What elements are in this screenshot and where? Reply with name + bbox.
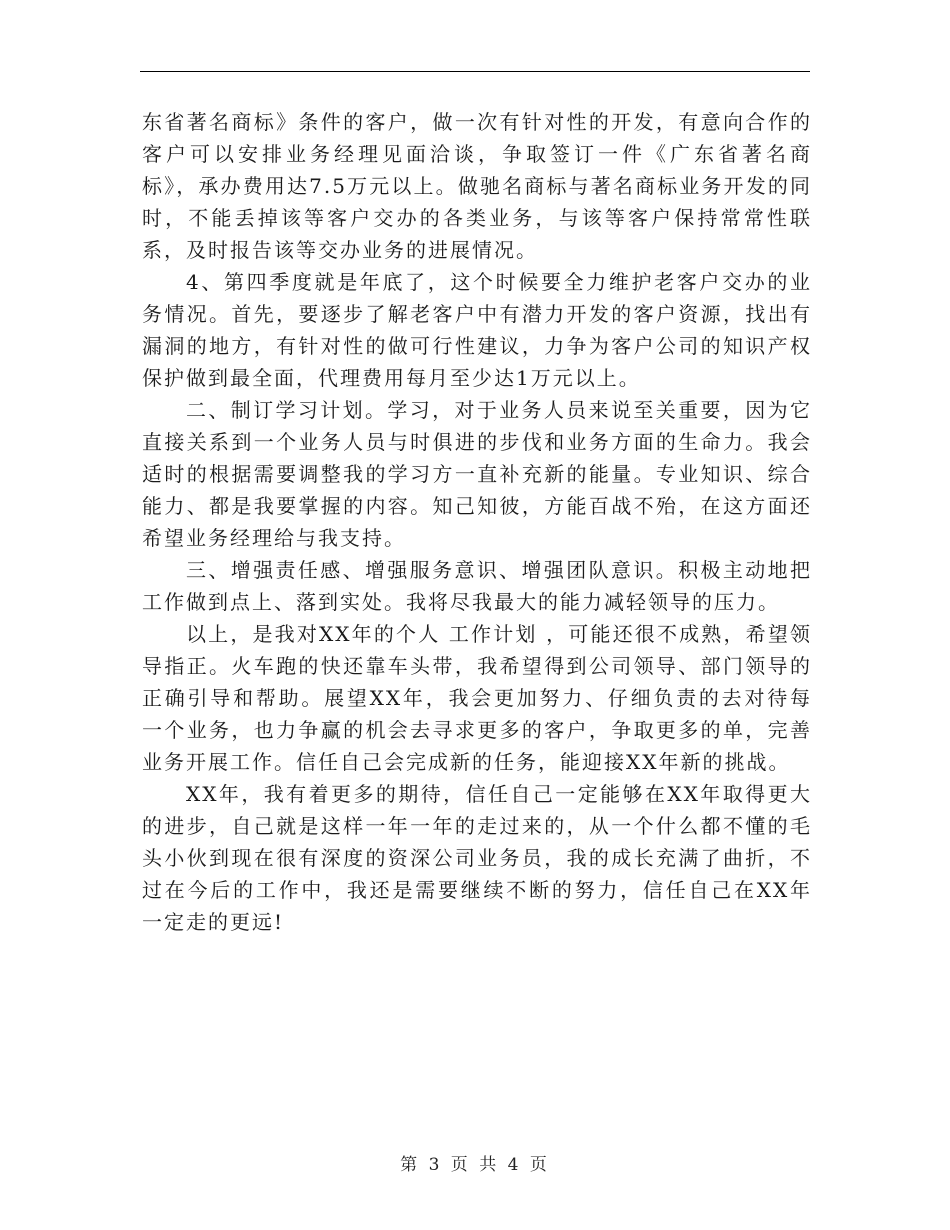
paragraph-2: 4、第四季度就是年底了，这个时候要全力维护老客户交办的业务情况。首先，要逐步了解老客户中有潜力开发的客户资源，找出有漏洞的地方，有针对性的做可行性建议，力争为客户公司的知识产权保护做到最全面，代理费用每月至少达1万元以上。 — [142, 270, 812, 390]
header-rule — [140, 71, 810, 72]
paragraph-3: 二、制订学习计划。学习，对于业务人员来说至关重要，因为它直接关系到一个业务人员与时俱进的步伐和业务方面的生命力。我会适时的根据需要调整我的学习方一直补充新的能量。专业知识、综合能力、都是我要掌握的内容。知己知彼，方能百战不殆，在这方面还希望业务经理给与我支持。 — [142, 398, 812, 550]
page-footer: 第 3 页 共 4 页 — [400, 1155, 550, 1175]
paragraph-1: 东省著名商标》条件的客户，做一次有针对性的开发，有意向合作的客户可以安排业务经理见面洽谈，争取签订一件《广东省著名商标》，承办费用达7.5万元以上。做驰名商标与著名商标业务开发的同时，不能丢掉该等客户交办的各类业务，与该等客户保持常常性联系，及时报告该等交办业务的进展情况。 — [142, 110, 812, 262]
paragraph-5: 以上，是我对XX年的个人 工作计划 ，可能还很不成熟，希望领导指正。火车跑的快还靠车头带，我希望得到公司领导、部门领导的正确引导和帮助。展望XX年，我会更加努力、仔细负责的去对待每一个业务，也力争赢的机会去寻求更多的客户，争取更多的单，完善业务开展工作。信任自己会完成新的任务，能迎接XX年新的挑战。 — [142, 622, 812, 774]
paragraph-4: 三、增强责任感、增强服务意识、增强团队意识。积极主动地把工作做到点上、落到实处。我将尽我最大的能力减轻领导的压力。 — [142, 558, 812, 614]
document-body — [142, 106, 812, 938]
paragraph-6: XX年，我有着更多的期待，信任自己一定能够在XX年取得更大的进步，自己就是这样一年一年的走过来的，从一个什么都不懂的毛头小伙到现在很有深度的资深公司业务员，我的成长充满了曲折，不过在今后的工作中，我还是需要继续不断的努力，信任自己在XX年一定走的更远! — [142, 782, 812, 934]
